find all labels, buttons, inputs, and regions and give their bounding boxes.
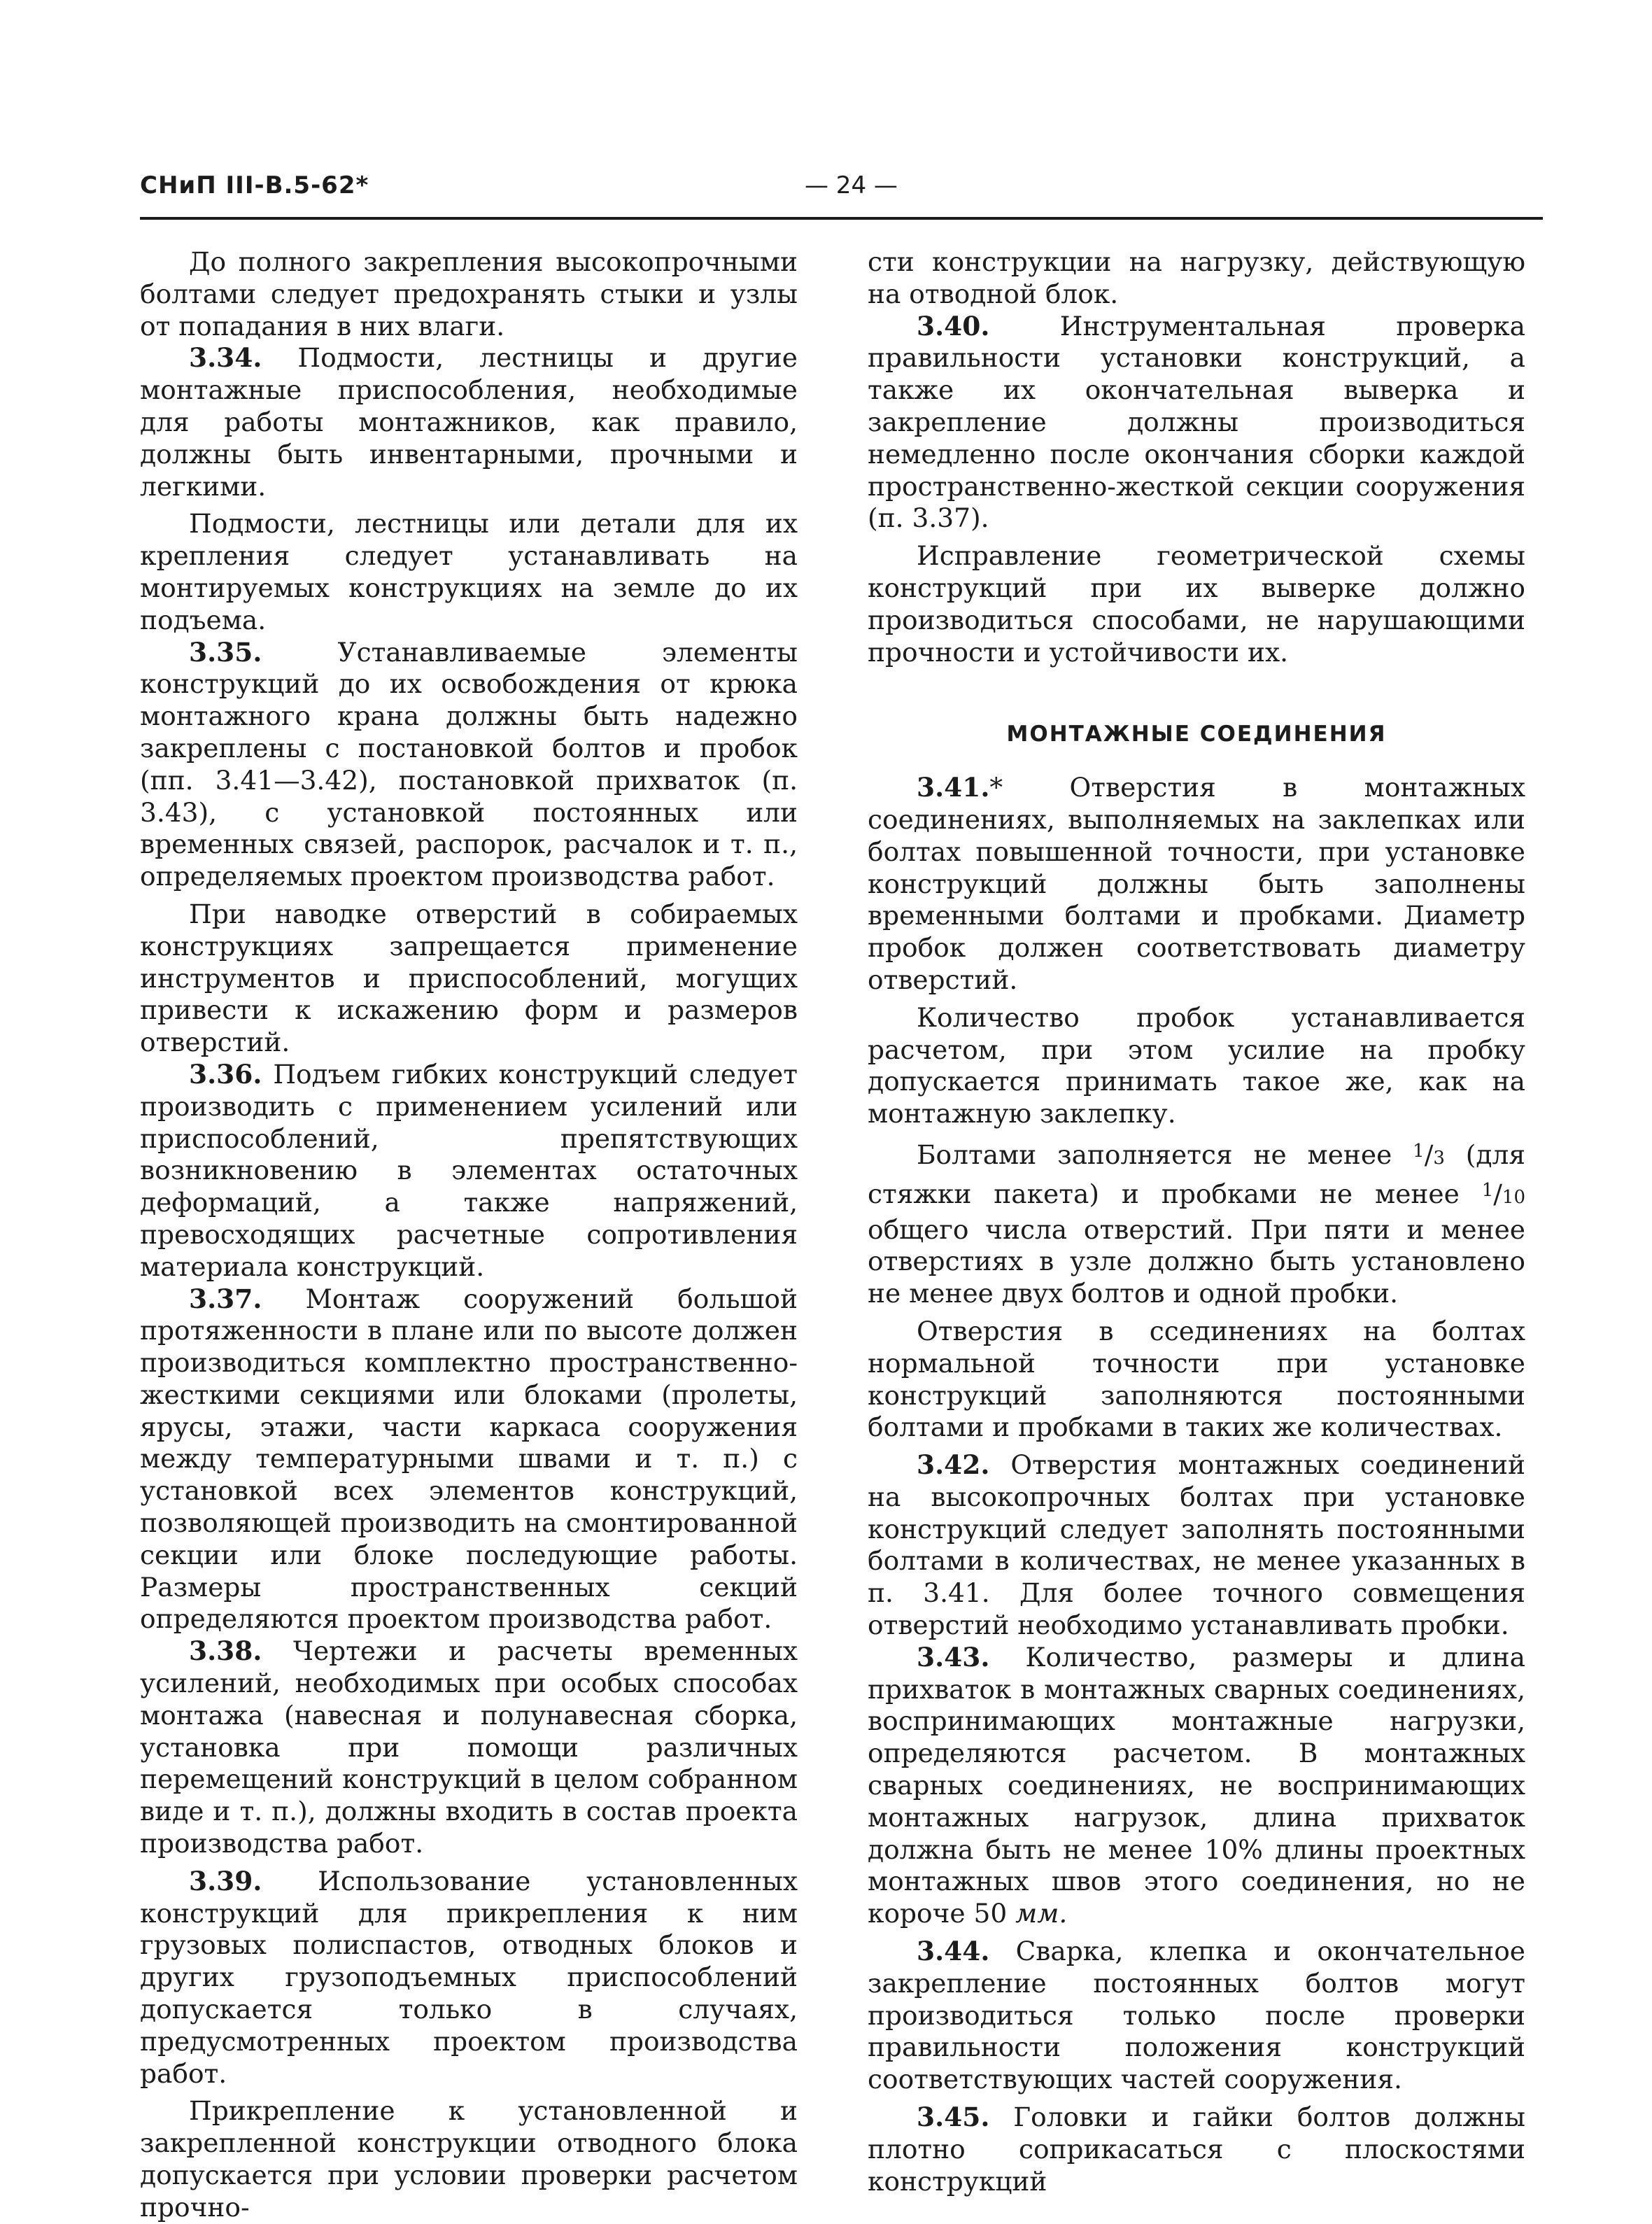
- paragraph-3-44: [868, 1936, 1525, 2096]
- paragraph-number: 3.41.: [917, 772, 990, 803]
- fraction-denominator: 10: [1502, 1186, 1525, 1208]
- paragraph-3-39: [140, 1866, 798, 2090]
- paragraph-3-34-b: [140, 508, 798, 636]
- header-rule: [140, 217, 1543, 220]
- paragraph-text: Отверстия монтажных соединений на высокопрочных болтах при установке конструкций следует заполнять постоянными болтами в количествах, не менее указанных в п. 3.41. Для более точного совмещения отверстий необходимо устанавливать пробки.: [868, 1449, 1525, 1641]
- unit-text: мм.: [1015, 1898, 1068, 1929]
- paragraph-text: Исправление геометрической схемы конструкций при их выверке должно производиться способами, не нарушающими прочности и устойчивости их.: [868, 540, 1525, 668]
- page-number: — 24 —: [805, 171, 898, 199]
- paragraph-text: Отверстия в ссединениях на болтах нормальной точности при установке конструкций заполняются постоянными болтами и пробками в таких же количествах.: [868, 1315, 1525, 1443]
- paragraph-text: Головки и гайки болтов должны плотно соприкасаться с плоскостями конструкций: [868, 2102, 1525, 2197]
- paragraph-text: До полного закрепления высокопрочными болтами следует предохранять стыки и узлы от попадания в них влаги.: [140, 246, 798, 342]
- left-column: [140, 246, 798, 2224]
- paragraph-text: * Отверстия в монтажных соединениях, выполняемых на заклепках или болтах повышенной точности, при установке конструкций должны быть заполнены временными болтами и пробками. Диаметр пробок должен соответствовать диаметру отверстий.: [868, 772, 1525, 995]
- fraction-numerator: 1: [1481, 1179, 1494, 1201]
- paragraph-3-40-b: [868, 540, 1525, 668]
- document-code: СНиП III-В.5-62*: [140, 171, 369, 199]
- paragraph-text: общего числа отверстий. При пяти и менее отверстиях в узле должно быть установлено не менее двух болтов и одной пробки.: [868, 1213, 1525, 1309]
- paragraph-text: Инструментальная проверка правильности установки конструкций, а также их окончательная выверка и закрепление должны производиться немедленно после окончания сборки каждой пространственно-жесткой секции сооружения (п. 3.37).: [868, 310, 1525, 534]
- paragraph-text: При наводке отверстий в собираемых конструкциях запрещается применение инструментов и приспособлений, могущих привести к искажению форм и размеров отверстий.: [140, 898, 798, 1058]
- right-column: [868, 246, 1525, 2197]
- paragraph-number: 3.43.: [917, 1641, 990, 1673]
- paragraph-3-41: [868, 772, 1525, 997]
- paragraph-3-45: [868, 2102, 1525, 2197]
- paragraph-text: сти конструкции на нагрузку, действующую на отводной блок.: [868, 246, 1525, 309]
- paragraph-number: 3.37.: [189, 1283, 262, 1314]
- paragraph-3-43: [868, 1642, 1525, 1930]
- paragraph-3-34: [140, 342, 798, 502]
- paragraph-number: 3.36.: [189, 1058, 262, 1090]
- paragraph-3-37: [140, 1283, 798, 1636]
- paragraph-text: Количество, размеры и длина прихваток в монтажных сварных соединениях, воспринимающих монтажные нагрузки, определяются расчетом. В монтажных сварных соединениях, не воспринимающих монтажных нагрузок, длина прихваток должна быть не менее 10% длины проектных монтажных швов этого соединения, но не короче 50: [868, 1641, 1525, 1929]
- paragraph-number: 3.35.: [189, 636, 262, 668]
- section-heading: МОНТАЖНЫЕ СОЕДИНЕНИЯ: [1006, 722, 1387, 747]
- paragraph-text: Сварка, клепка и окончательное закрепление постоянных болтов могут производиться только после проверки правильности положения конструкций соответствующих частей сооружения.: [868, 1936, 1525, 2095]
- paragraph-number: 3.34.: [189, 342, 262, 374]
- paragraph-number: 3.38.: [189, 1635, 262, 1667]
- paragraph-continued: [868, 246, 1525, 311]
- paragraph-number: 3.39.: [189, 1865, 262, 1896]
- paragraph-number: 3.42.: [917, 1449, 990, 1481]
- paragraph-text: Монтаж сооружений большой протяженности в плане или по высоте должен производиться комплектно пространственно-жесткими секциями или блоками (пролеты, ярусы, этажи, части каркаса сооружения между температурными швами и т. п.) с установкой всех элементов конструкций, позволяющей производить на смонтированной секции или блоке последующие работы. Размеры пространственных секций определяются проектом производства работ.: [140, 1283, 798, 1635]
- paragraph-text: Устанавливаемые элементы конструкций до их освобождения от крюка монтажного крана должны быть надежно закреплены с постановкой болтов и пробок (пп. 3.41—3.42), постановкой прихваток (п. 3.43), с установкой постоянных или временных связей, распорок, расчалок и т. п., определяемых проектом производства работ.: [140, 636, 798, 892]
- paragraph-3-36: [140, 1059, 798, 1283]
- paragraph-text: Подъем гибких конструкций следует производить с применением усилений или приспособлений, препятствующих возникновению в элементах остаточных деформаций, а также напряжений, превосходящих расчетные сопротивления материала конструкций.: [140, 1058, 798, 1282]
- fraction-denominator: 3: [1433, 1147, 1445, 1169]
- paragraph-3-38: [140, 1635, 798, 1860]
- paragraph-3-41-b: [868, 1002, 1525, 1130]
- paragraph-3-41-c: Болтами заполняется не менее $^1$/3 (для стяжки пакета) и пробками не менее $^1$/10 общего числа отверстий. При пяти и менее отверстиях в узле должно быть установлено не менее двух болтов и одной пробки.: [868, 1139, 1525, 1309]
- paragraph-text: Болтами заполняется не менее: [917, 1139, 1413, 1170]
- paragraph-3-40: [868, 311, 1525, 535]
- paragraph-3-35: [140, 637, 798, 893]
- paragraph-text: Подмости, лестницы или детали для их крепления следует устанавливать на монтируемых конструкциях на земле до их подъема.: [140, 508, 798, 635]
- paragraph-3-41-d: [868, 1316, 1525, 1444]
- paragraph-text: Чертежи и расчеты временных усилений, необходимых при особых способах монтажа (навесная и полунавесная сборка, установка при помощи различных перемещений конструкций в целом собранном виде и т. п.), должны входить в состав проекта производства работ.: [140, 1635, 798, 1859]
- paragraph-3-39-b: [140, 2095, 798, 2223]
- paragraph-3-42: [868, 1449, 1525, 1642]
- paragraph-number: 3.40.: [917, 310, 990, 342]
- paragraph-text: Количество пробок устанавливается расчетом, при этом усилие на пробку допускается принимать такое же, как на монтажную заклепку.: [868, 1001, 1525, 1129]
- paragraph-intro: [140, 246, 798, 342]
- page-header: [140, 171, 1539, 213]
- fraction-numerator: 1: [1413, 1140, 1425, 1162]
- paragraph-number: 3.44.: [917, 1936, 990, 1967]
- paragraph-text: Подмости, лестницы и другие монтажные приспособления, необходимые для работы монтажников, как правило, должны быть инвентарными, прочными и легкими.: [140, 342, 798, 502]
- paragraph-text: Использование установленных конструкций для прикрепления к ним грузовых полиспастов, отводных блоков и других грузоподъемных приспособлений допускается только в случаях, предусмотренных проектом производства работ.: [140, 1865, 798, 2089]
- paragraph-3-35-b: [140, 899, 798, 1059]
- paragraph-number: 3.45.: [917, 2102, 990, 2133]
- paragraph-text: Прикрепление к установленной и закрепленной конструкции отводного блока допускается при условии проверки расчетом прочно-: [140, 2095, 798, 2223]
- paragraph-text: (для стяжки пакета) и пробками не менее: [868, 1139, 1525, 1209]
